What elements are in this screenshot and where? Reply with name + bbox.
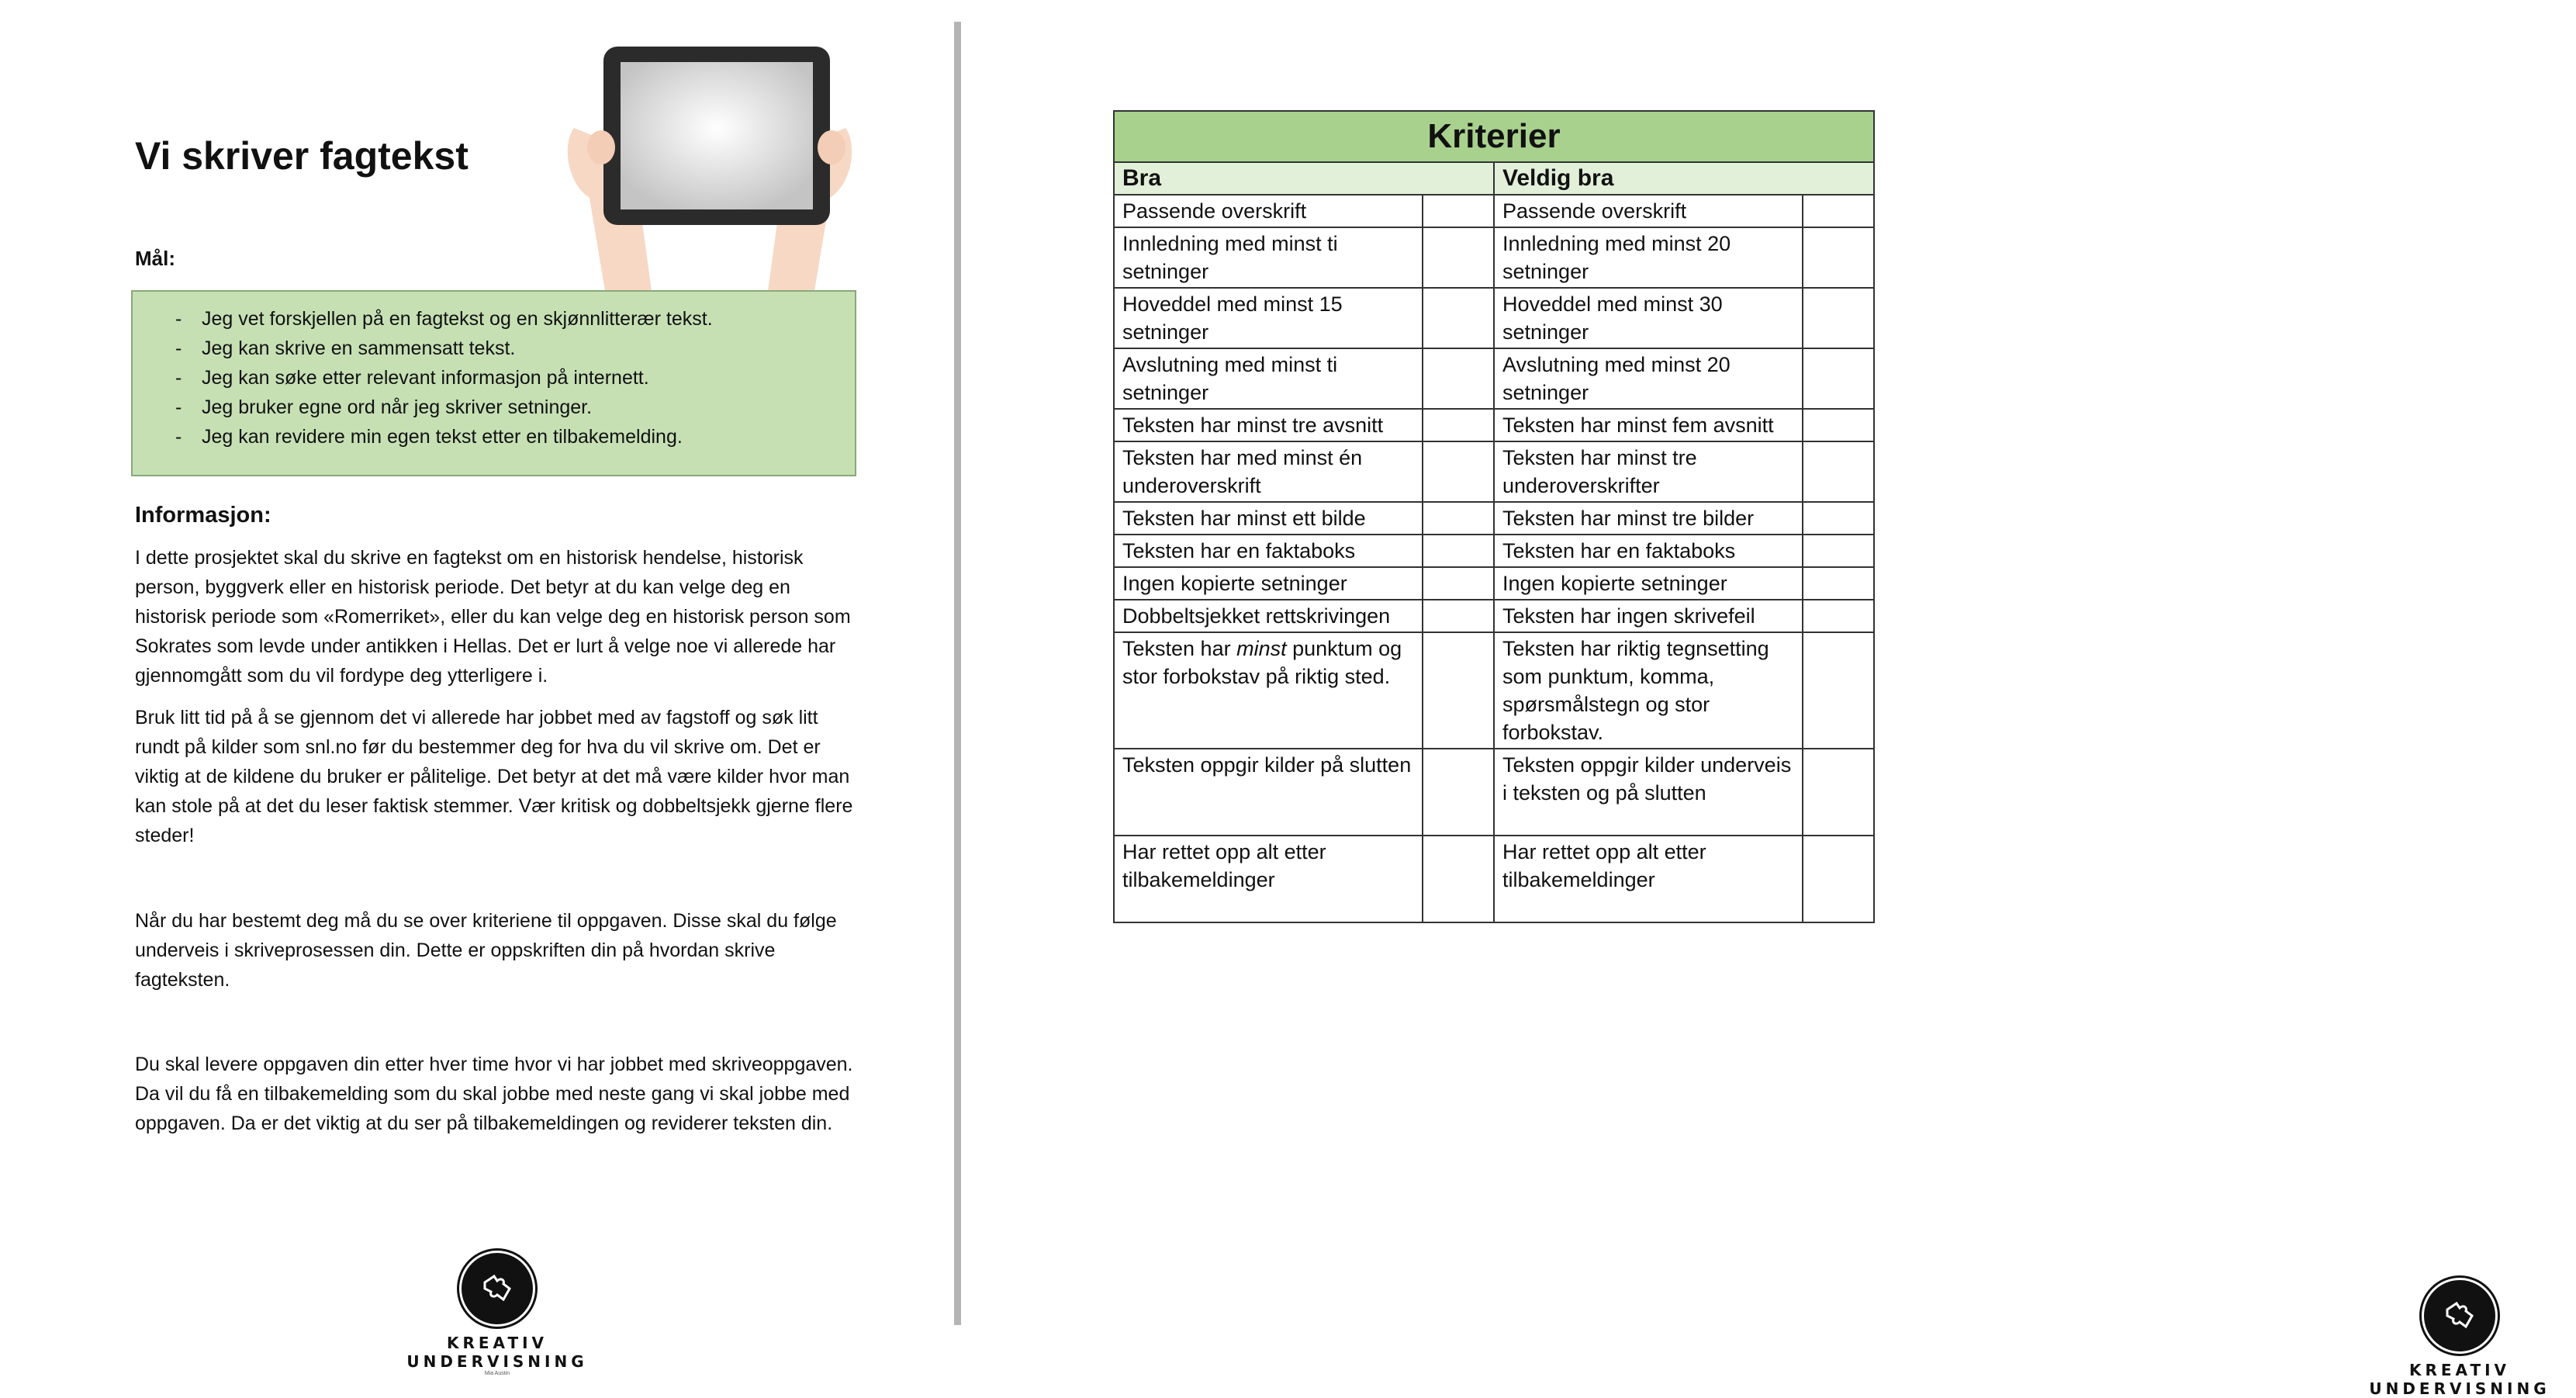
check-cell[interactable]	[1803, 836, 1874, 922]
criterion-veldig-bra: Passende overskrift	[1494, 195, 1803, 227]
criterion-veldig-bra: Teksten har minst fem avsnitt	[1494, 409, 1803, 441]
goals-heading: Mål:	[135, 247, 175, 270]
criterion-text: Teksten har	[1122, 637, 1237, 660]
logo	[2343, 1280, 2576, 1398]
logo-text: KREATIV UNDERVISNING	[2369, 1361, 2550, 1398]
page-divider	[954, 22, 961, 1325]
puzzle-icon	[2424, 1280, 2495, 1351]
check-cell[interactable]	[1423, 409, 1494, 441]
check-cell[interactable]	[1803, 288, 1874, 348]
criterion-bra: Avslutning med minst ti setninger	[1114, 348, 1423, 409]
criterion-bra: Har rettet opp alt etter tilbakemeldinger	[1114, 836, 1423, 922]
puzzle-icon	[462, 1253, 533, 1324]
table-row	[1114, 567, 1874, 600]
criterion-bra: Teksten har minst ett bilde	[1114, 502, 1423, 535]
check-cell[interactable]	[1423, 632, 1494, 749]
criterion-bra: Dobbeltsjekket rettskrivingen	[1114, 600, 1423, 632]
check-cell[interactable]	[1803, 632, 1874, 749]
criterion-text: punktum og stor forbokstav på riktig sted.	[1122, 637, 1402, 688]
page-title: Vi skriver fagtekst	[135, 134, 469, 178]
check-cell[interactable]	[1803, 227, 1874, 288]
check-cell[interactable]	[1803, 535, 1874, 567]
check-cell[interactable]	[1423, 227, 1494, 288]
check-cell[interactable]	[1803, 600, 1874, 632]
table-row	[1114, 502, 1874, 535]
goal-item: - Jeg vet forskjellen på en fagtekst og en skjønnlitterær tekst.	[175, 304, 855, 334]
goal-item: - Jeg kan revidere min egen tekst etter en tilbakemelding.	[175, 422, 855, 452]
criterion-bra	[1114, 632, 1423, 749]
info-paragraph: Du skal levere oppgaven din etter hver time hvor vi har jobbet med skriveoppgaven. Da vil du få en tilbakemelding som du skal jobbe med neste gang vi skal jobbe med oppgaven. Da er det viktig at du ser på tilbakemeldingen og reviderer teksten din.	[135, 1054, 853, 1134]
criterion-bra: Teksten oppgir kilder på slutten	[1114, 749, 1423, 836]
column-header-bra: Bra	[1114, 162, 1494, 195]
table-row	[1114, 632, 1874, 749]
check-cell[interactable]	[1423, 567, 1494, 600]
criterion-emphasis: minst	[1236, 637, 1287, 660]
logo-text: KREATIV UNDERVISNING	[406, 1334, 588, 1371]
check-cell[interactable]	[1803, 567, 1874, 600]
criterion-veldig-bra: Innledning med minst 20 setninger	[1494, 227, 1803, 288]
criterion-bra: Innledning med minst ti setninger	[1114, 227, 1423, 288]
criteria-table	[1113, 110, 1875, 923]
logo	[381, 1253, 614, 1376]
info-paragraph: Bruk litt tid på å se gjennom det vi allerede har jobbet med av fagstoff og søk litt rundt på kilder som snl.no før du bestemmer deg for hva du vil skrive om. Det er viktig at de kildene du bruker er pålitelige. Det betyr at det må være kilder hvor man kan stole på at det du leser faktisk stemmer. Vær kritisk og dobbeltsjekk gjerne flere steder!	[135, 707, 853, 846]
table-row	[1114, 600, 1874, 632]
check-cell[interactable]	[1423, 441, 1494, 502]
goals-list	[133, 292, 855, 452]
check-cell[interactable]	[1423, 348, 1494, 409]
criterion-veldig-bra: Teksten har minst tre underoverskrifter	[1494, 441, 1803, 502]
criterion-veldig-bra: Teksten har riktig tegnsetting som punktum, komma, spørsmålstegn og stor forbokstav.	[1494, 632, 1803, 749]
check-cell[interactable]	[1803, 195, 1874, 227]
criterion-bra: Teksten har en faktaboks	[1114, 535, 1423, 567]
check-cell[interactable]	[1423, 836, 1494, 922]
check-cell[interactable]	[1423, 749, 1494, 836]
check-cell[interactable]	[1803, 749, 1874, 836]
criterion-bra: Hoveddel med minst 15 setninger	[1114, 288, 1423, 348]
table-row	[1114, 348, 1874, 409]
goal-item: - Jeg bruker egne ord når jeg skriver setninger.	[175, 393, 855, 422]
criteria-title: Kriterier	[1114, 111, 1874, 162]
column-header-veldig-bra: Veldig bra	[1494, 162, 1874, 195]
criterion-veldig-bra: Teksten oppgir kilder underveis i teksten og på slutten	[1494, 749, 1803, 836]
table-row	[1114, 288, 1874, 348]
check-cell[interactable]	[1803, 409, 1874, 441]
table-row	[1114, 441, 1874, 502]
table-row	[1114, 535, 1874, 567]
check-cell[interactable]	[1423, 535, 1494, 567]
check-cell[interactable]	[1423, 288, 1494, 348]
criterion-bra: Teksten har minst tre avsnitt	[1114, 409, 1423, 441]
criterion-veldig-bra: Har rettet opp alt etter tilbakemeldinger	[1494, 836, 1803, 922]
goal-item: - Jeg kan skrive en sammensatt tekst.	[175, 334, 855, 363]
table-row	[1114, 836, 1874, 922]
criterion-veldig-bra: Teksten har ingen skrivefeil	[1494, 600, 1803, 632]
criterion-bra: Teksten har med minst én underoverskrift	[1114, 441, 1423, 502]
table-row	[1114, 195, 1874, 227]
table-row	[1114, 749, 1874, 836]
left-page	[0, 0, 954, 1376]
criterion-veldig-bra: Teksten har en faktaboks	[1494, 535, 1803, 567]
goals-box	[131, 290, 856, 476]
info-paragraph: Når du har bestemt deg må du se over kriteriene til oppgaven. Disse skal du følge underveis i skriveprosessen din. Dette er oppskriften din på hvordan skrive fagteksten.	[135, 910, 837, 991]
check-cell[interactable]	[1803, 502, 1874, 535]
table-row	[1114, 409, 1874, 441]
info-paragraph: I dette prosjektet skal du skrive en fagtekst om en historisk hendelse, historisk person, byggverk eller en historisk periode. Det betyr at du kan velge deg en historisk periode som «Romerriket», eller du kan velge deg en historisk person som Sokrates som levde under antikken i Hellas. Det er lurt å velge noe vi allerede har gjennomgått som du vil fordype deg ytterligere i.	[135, 547, 851, 687]
logo-subtext: Mia Austin	[484, 1371, 510, 1376]
criterion-veldig-bra: Ingen kopierte setninger	[1494, 567, 1803, 600]
criterion-veldig-bra: Teksten har minst tre bilder	[1494, 502, 1803, 535]
check-cell[interactable]	[1423, 600, 1494, 632]
check-cell[interactable]	[1423, 502, 1494, 535]
check-cell[interactable]	[1803, 441, 1874, 502]
check-cell[interactable]	[1423, 195, 1494, 227]
check-cell[interactable]	[1803, 348, 1874, 409]
info-heading: Informasjon:	[135, 503, 271, 528]
criterion-bra: Passende overskrift	[1114, 195, 1423, 227]
tablet-hands-illustration	[558, 43, 861, 291]
criterion-bra: Ingen kopierte setninger	[1114, 567, 1423, 600]
goal-item: - Jeg kan søke etter relevant informasjon på internett.	[175, 363, 855, 393]
table-row	[1114, 227, 1874, 288]
criterion-veldig-bra: Hoveddel med minst 30 setninger	[1494, 288, 1803, 348]
criterion-veldig-bra: Avslutning med minst 20 setninger	[1494, 348, 1803, 409]
